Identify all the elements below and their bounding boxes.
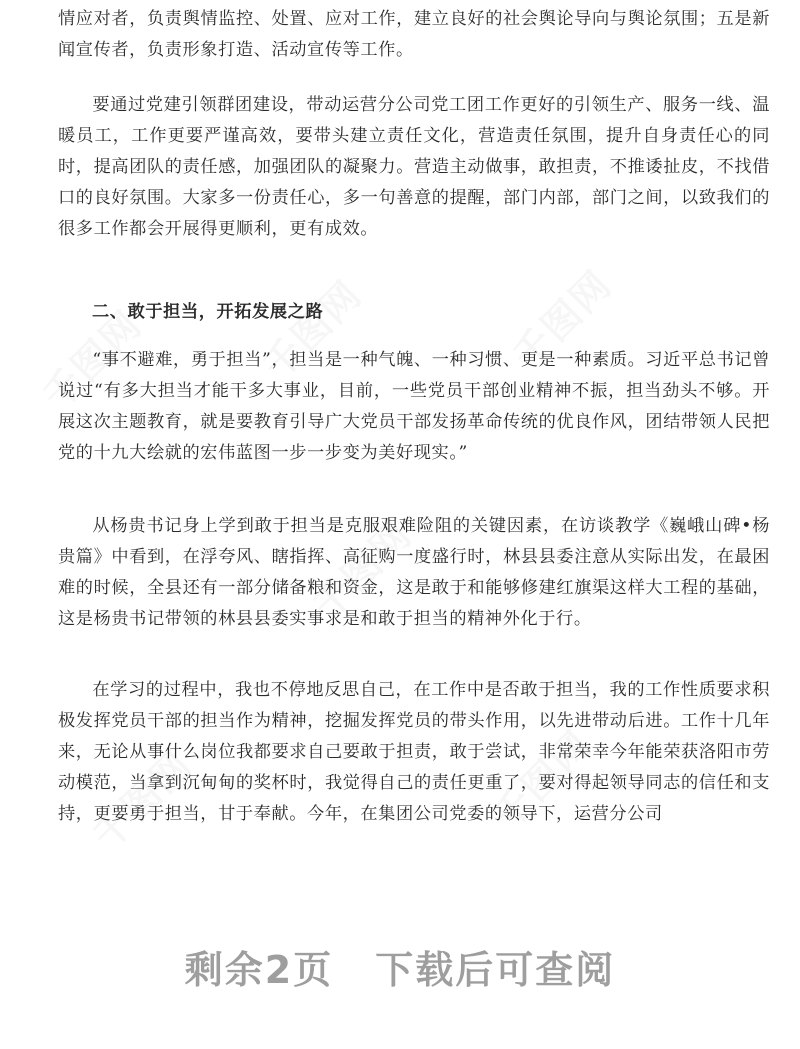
paragraph: 要通过党建引领群团建设，带动运营分公司党工团工作更好的引领生产、服务一线、温暖员工，工作更要严谨高效，要带头建立责任文化，营造责任氛围，提升自身责任心的同时，提高团队的责任感，加强团队的凝聚力。营造主动做事，敢担责，不推诿扯皮，不找借口的良好氛围。大家多一份责任心，多一句善意的提醒，部门内部，部门之间，以致我们的很多工作都会开展得更顺利，更有成效。: [58, 95, 770, 239]
watermark: 千图网: [304, 511, 421, 628]
paragraph: 在学习的过程中，我也不停地反思自己，在工作中是否敢于担当，我的工作性质要求积极发挥党员干部的担当作为精神，挖掘发挥党员的带头作用，以先进带动后进。工作十几年来，无论从事什么岗位我都要求自己要敢于担责，敢于尝试，非常荣幸今年能荣获洛阳市劳动模范，当拿到沉甸甸的奖杯时，我觉得自己的责任更重了，要对得起领导同志的信任和支持，更要勇于担当，甘于奉献。今年，在集团公司党委的领导下，运营分公司: [58, 680, 770, 824]
download-prompt[interactable]: [0, 940, 800, 1000]
paragraph: “事不避难，勇于担当”，担当是一种气魄、一种习惯、更是一种素质。习近平总书记曾说过“有多大担当才能干多大事业，目前，一些党员干部创业精神不振，担当劲头不够。开展这次主题教育，就是要教育引导广大党员干部发扬革命传统的优良作风，团结带领人民把党的十九大绘就的宏伟蓝图一步一步变为美好现实。”: [58, 350, 770, 463]
paragraph: 从杨贵书记身上学到敢于担当是克服艰难险阻的关键因素，在访谈教学《巍峨山碑•杨贵篇》中看到，在浮夸风、瞎指挥、高征购一度盛行时，林县县委注意从实际出发，在最困难的时候，全县还有一部分储备粮和资金，这是敢于和能够修建红旗渠这样大工程的基础，这是杨贵书记带领的林县县委实事求是和敢于担当的精神外化于行。: [58, 516, 770, 629]
watermark: 千图网: [84, 741, 201, 858]
remaining-pages-text: 剩余2页: [184, 948, 334, 992]
watermark: 千图网: [484, 721, 601, 838]
watermark: 千图网: [34, 301, 151, 418]
download-to-view-text: 下载后可查阅: [375, 948, 616, 992]
watermark: 千图网: [504, 261, 621, 378]
section-heading: 二、敢于担当，开拓发展之路: [92, 302, 324, 322]
watermark: 千图网: [254, 271, 371, 388]
paragraph: 情应对者，负责舆情监控、处置、应对工作，建立良好的社会舆论导向与舆论氛围；五是新闻宣传者，负责形象打造、活动宣传等工作。: [58, 9, 770, 60]
